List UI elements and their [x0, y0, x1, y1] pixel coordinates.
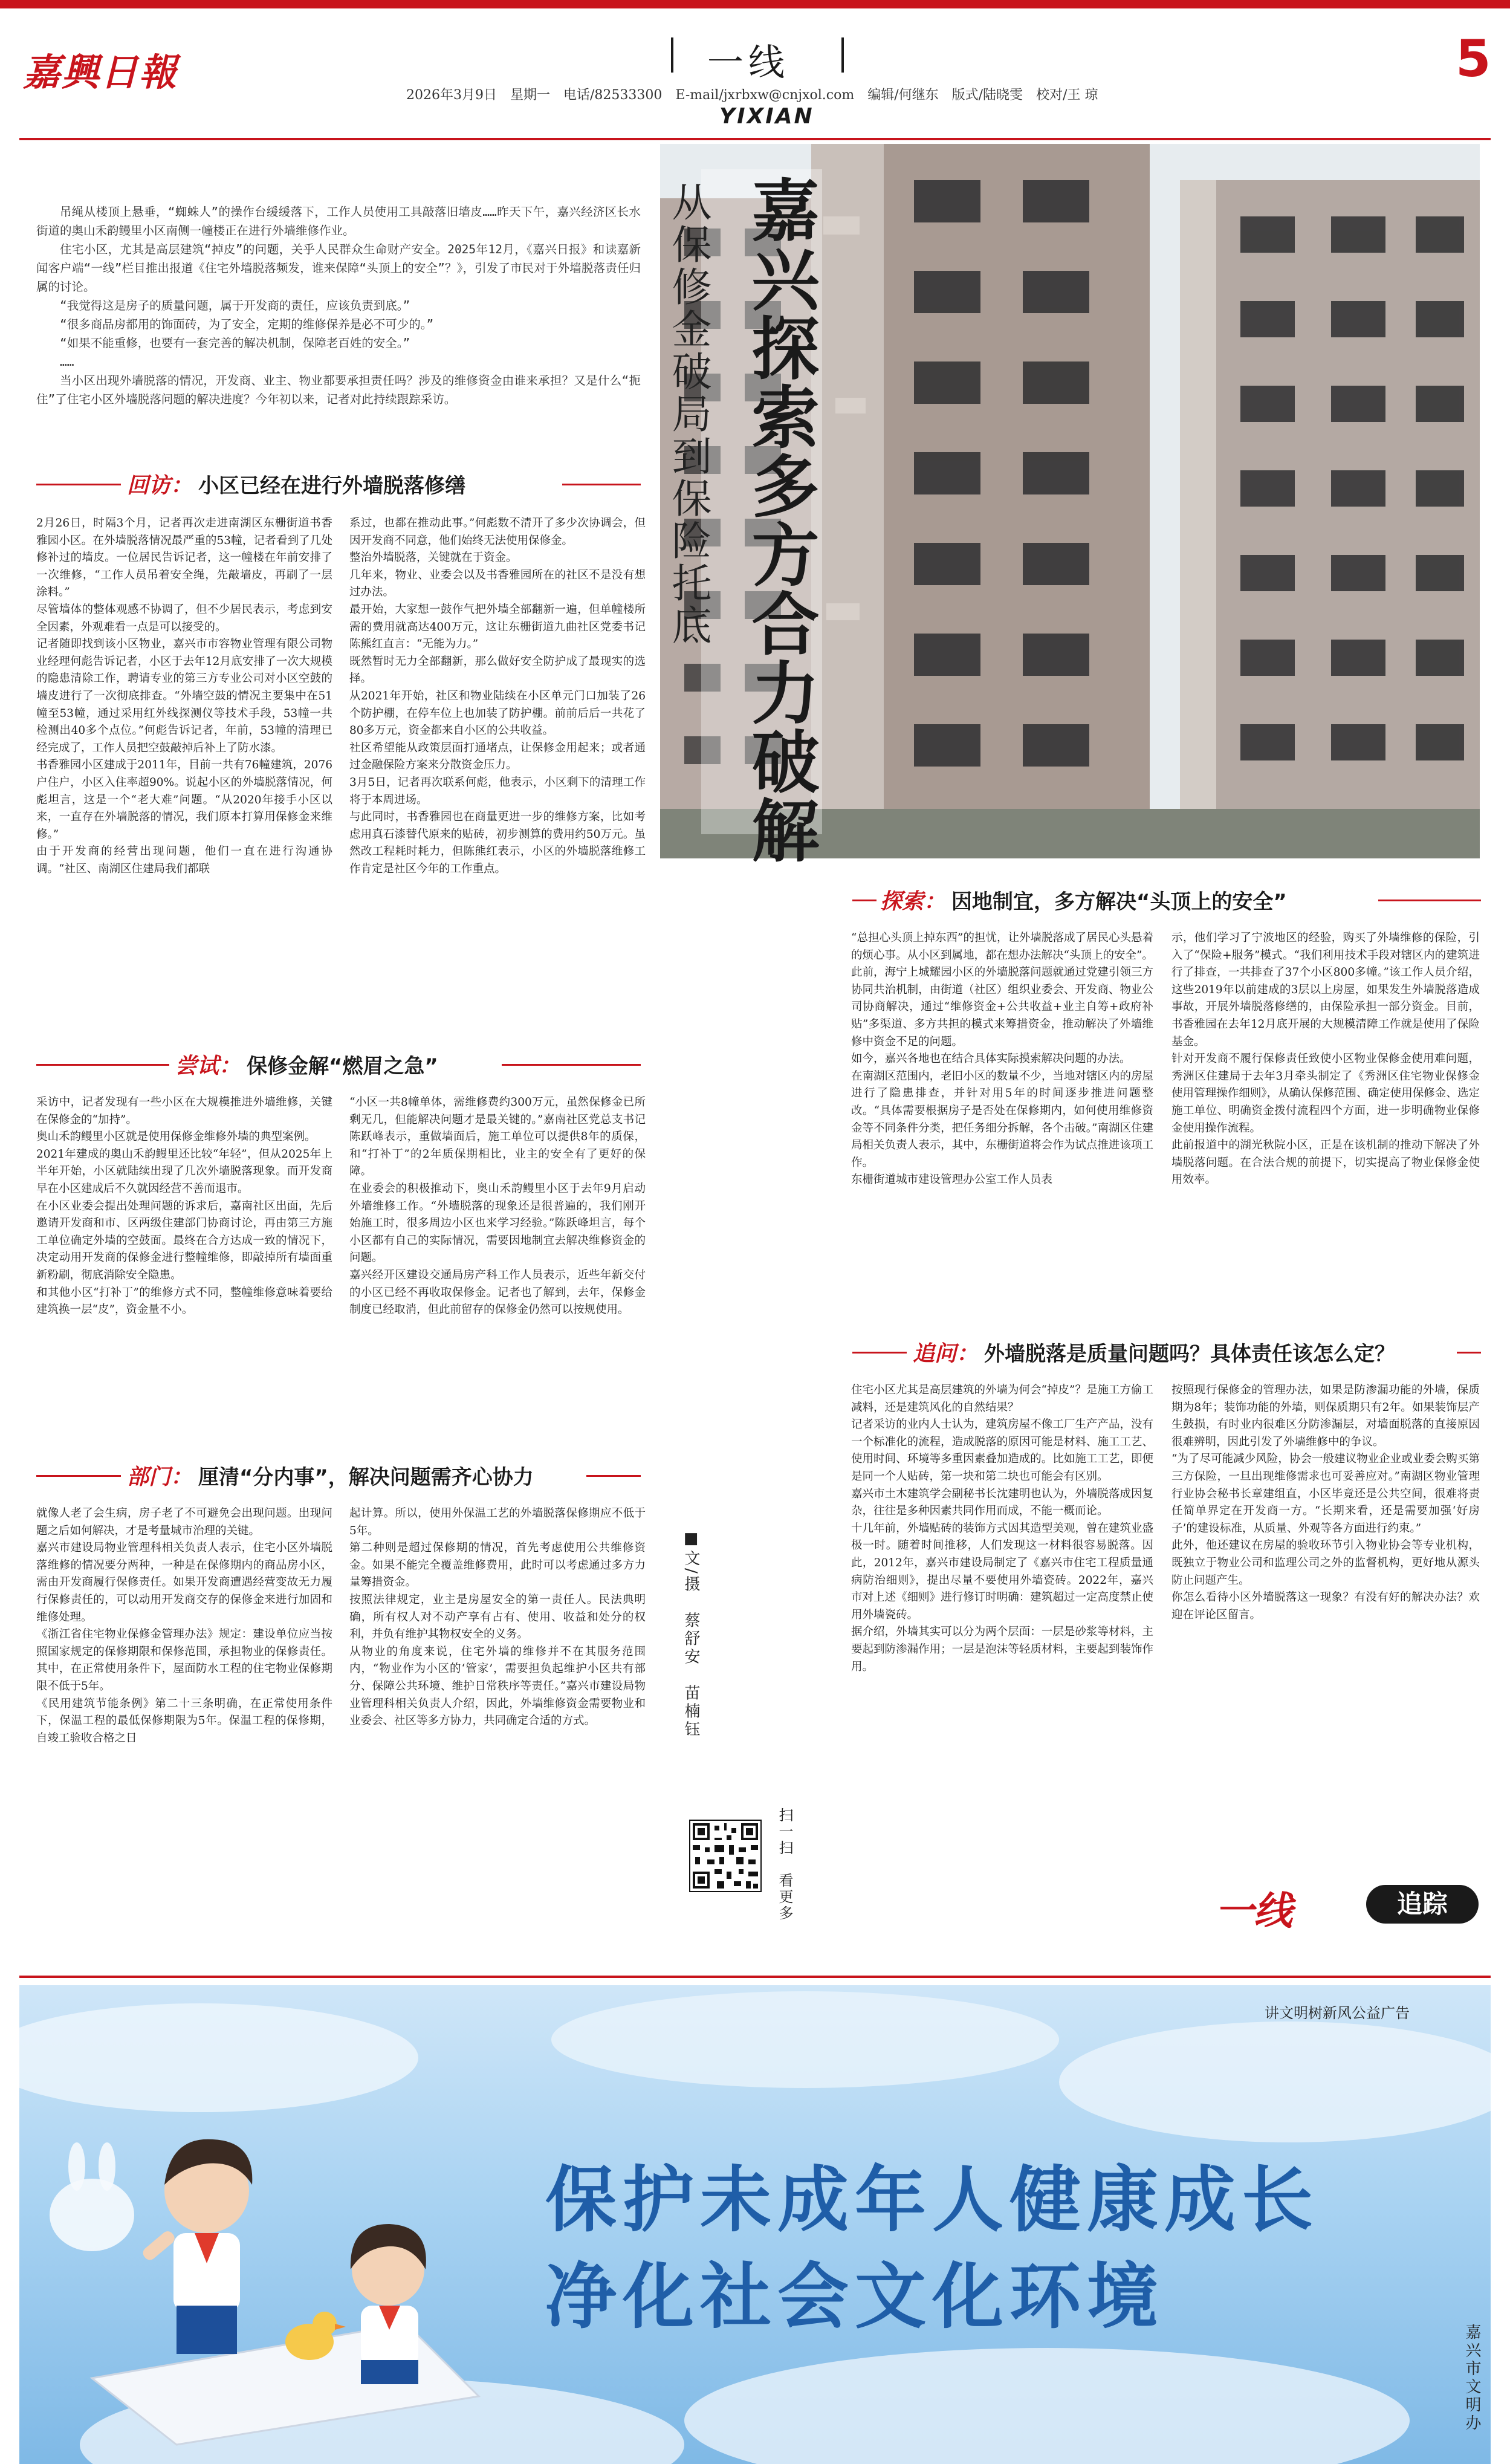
section-col: 按照现行保修金的管理办法，如果是防渗漏功能的外墙，保质期为8年；装饰功能的外墙，则保质期只有2年。如果装饰层产生鼓损，有时业内很难区分防渗漏层，对墙面脱落的直接原因很难辨明，因此引发了外墙维修中的争议。 “为了尽可能减少风险，协会一般建议物业企业或业委会购买第三方保险，一旦出现维修需求也可妥善应对。”南湖区物业管理行业协会秘书长章建组直，小区毕竟还是公共空间，很难将责任简单界定在开发商一方。“长期来看，还是需要加强‘好房子’的建设标准，从质量、外观等各方面进行约束。” 此外，他还建议在房屋的验收环节引入物业协会等专业机构，既独立于物业公司和监理公司之外的监督机构，更好地从源头防止问题产生。 你怎么看待小区外墙脱落这一现象？有没有好的解决办法？欢迎在评论区留言。 — [1171, 1384, 1480, 1621]
section-rule — [586, 1475, 641, 1477]
section-heading-dept — [127, 1459, 534, 1491]
section-col: 就像人老了会生病，房子老了不可避免会出现问题。出现问题之后如何解决，才是考量城市治理的关键。 嘉兴市建设局物业管理科相关负责人表示，住宅小区外墙脱落维修的情况要分两种，一种是在保修期内的商品房小区，需由开发商履行保修责任。如果开发商遭遇经营变故无力履行保修责任的，可以动用开发商交存的保修金来进行加固和维修处理。 《浙江省住宅物业保修金管理办法》规定：建设单位应当按照国家规定的保修期限和保修范围，承担物业的保修责任。其中，在正常使用条件下，屋面防水工程的住宅物业保修期限不低于5年。 《民用建筑节能条例》第二十三条明确，在正常使用条件下，保温工程的最低保修期限为5年。保温工程的保修期，自竣工验收合格之日 — [36, 1507, 332, 1745]
header-info: 2026年3月9日 星期一 电话/82533300 E-mail/jxrbxw@cnjxol.com 编辑/何继东 版式/陆晓雯 校对/王 琼 — [406, 88, 1098, 103]
section-col: 住宅小区尤其是高层建筑的外墙为何会“掉皮”？是施工方偷工减料，还是建筑风化的自然结果？ 记者采访的业内人士认为，建筑房屋不像工厂生产产品，没有一个标准化的流程，造成脱落的原因可能是材料、施工工艺、使用时间、环境等多重因素叠加造成的。比如施工工艺，即便是同一个人贴砖，第一块和第二块也可能会有区别。 嘉兴市土木建筑学会副秘书长沈建明也认为，外墙脱落成因复杂，往往是多种因素共同作用而成，不能一概而论。 十几年前，外墙贴砖的装饰方式因其造型美观，曾在建筑业盛极一时。随着时间推移，人们发现这一材料很容易脱落。因此，2012年，嘉兴市建设局制定了《嘉兴市住宅工程质量通病防治细则》，提出尽量不要使用外墙瓷砖。2022年，嘉兴市对上述《细则》进行修订时明确：建筑超过一定高度禁止使用外墙瓷砖。 据介绍，外墙其实可以分为两个层面：一层是砂浆等材料，主要起到防渗漏作用；一层是泡沫等轻质材料，主要起到装饰作用。 — [851, 1384, 1153, 1673]
lead-paragraph: 吊绳从楼顶上悬垂，“蜘蛛人”的操作台缓缓落下，工作人员使用工具敲落旧墙皮……昨天下午，嘉兴经济区长水街道的奥山禾韵鳗里小区南侧一幢楼正在进行外墙维修作业。 — [36, 205, 641, 238]
public-service-ad — [19, 1985, 1491, 2464]
section-key: 尝试： — [175, 1053, 241, 1078]
ad-sponsor: 嘉兴市文明办 — [1463, 2324, 1481, 2433]
lead-paragraph: 当小区出现外墙脱落的情况，开发商、业主、物业都要承担责任吗？涉及的维修资金由谁来承担？又是什么“扼住”了住宅小区外墙脱落问题的解决进度？今年初以来，记者对此持续跟踪采访。 — [36, 374, 641, 406]
header-rule — [19, 138, 1491, 140]
section-col: “小区一共8幢单体，需维修费约300万元，虽然保修金已所剩无几，但能解决问题才是最关键的。”嘉南社区党总支书记陈跃峰表示，重做墙面后，施工单位可以提供8年的质保，和“打补丁”的2年质保期相比，业主的安全有了更好的保障。 在业委会的积极推动下，奥山禾韵鳗里小区于去年9月启动外墙维修工作。“外墙脱落的现象还是很普遍的，我们刚开始施工时，很多周边小区也来学习经验。”陈跃峰坦言，每个小区都有自己的实际情况，需要因地制宜去解决维修资金的问题。 嘉兴经开区建设交通局房产科工作人员表示，近些年新交付的小区已经不再收取保修金。记者也了解到，去年，保修金制度已经取消，但此前留存的保修金仍然可以按规使用。 — [349, 1096, 646, 1317]
ad-tag: 讲文明树新风公益广告 — [1265, 2005, 1410, 2021]
section-title: 一线 — [707, 42, 789, 84]
header-divider-right — [841, 37, 844, 73]
section-col: 采访中，记者发现有一些小区在大规模推进外墙维修，关键在保修金的“加持”。 奥山禾韵鳗里小区就是使用保修金维修外墙的典型案例。 2021年建成的奥山禾韵鳗里还比较“年轻”，但从2025年上半年开始，小区就陆续出现了几次外墙脱落现象。而开发商早在小区建成后不久就因经营不善而退市。 在小区业委会提出处理问题的诉求后，嘉南社区出面，先后邀请开发商和市、区两级住建部门协商讨论，再由第三方施工单位确定外墙的空鼓面。最终在合方达成一致的情况下，决定动用开发商的保修金进行整幢维修，即敲掉所有墙面重新粉刷，彻底消除安全隐患。 和其他小区“打补丁”的维修方式不同，整幢维修意味着要给建筑换一层“皮”，资金量不小。 — [36, 1096, 332, 1317]
headline-title: 嘉兴探索多方合力破解 — [740, 175, 819, 864]
follow-badge-right: 追踪 — [1366, 1885, 1479, 1924]
masthead-logo: 嘉興日報 — [23, 50, 178, 94]
section-rule — [852, 1352, 907, 1354]
section-heading-question — [913, 1336, 1395, 1367]
section-col: “总担心头顶上掉东西”的担忧，让外墙脱落成了居民心头悬着的烦心事。从小区到属地，都在想办法解决“头顶上的安全”。 此前，海宁上城耀园小区的外墙脱落问题就通过党建引领三方协同共治机制，由街道（社区）组织业委会、开发商、物业公司协商解决，通过“维修资金+公共收益+业主自筹+政府补贴”多渠道、多方共担的模式来筹措资金，推动解决了外墙维修中资金不足的问题。 如今，嘉兴各地也在结合具体实际摸索解决问题的办法。 在南湖区范围内，老旧小区的数量不少，当地对辖区内的房屋进行了隐患排查，并针对用5年的时间逐步推进问题整改。“具体需要根据房子是否处在保修期内，如何使用维修资金等不同条件分类，把任务细分拆解，各个击破。”南湖区住建局相关负责人表示，其中，东栅街道将会作为试点推进该项工作。 东栅街道城市建设管理办公室工作人员表 — [851, 932, 1153, 1187]
section-rule — [36, 1064, 169, 1066]
section-heading-try — [175, 1048, 438, 1080]
lead-quote: “如果不能重修，也要有一套完善的解决机制，保障老百姓的安全。” — [60, 336, 410, 350]
section-title: 因地制宜，多方解决“头顶上的安全” — [951, 889, 1287, 914]
section-key: 回访： — [127, 473, 193, 498]
ad-slogan-line1: 保护未成年人健康成长 — [545, 2158, 1320, 2242]
headline-subtitle: 从保修金破局到保险托底 — [665, 181, 711, 647]
qr-code[interactable] — [689, 1820, 762, 1892]
follow-badge — [1215, 1880, 1481, 1934]
ad-slogan-line2: 净化社会文化环境 — [545, 2255, 1165, 2338]
section-rule — [36, 484, 121, 485]
section-rule — [1457, 1352, 1481, 1354]
section-title: 厘清“分内事”，解决问题需齐心协力 — [198, 1465, 534, 1490]
section-rule — [36, 1475, 121, 1477]
lead-quote: “我觉得这是房子的质量问题，属于开发商的责任，应该负责到底。” — [60, 299, 410, 313]
header-divider-left — [671, 37, 673, 73]
lead-paragraph: 住宅小区，尤其是高层建筑“掉皮”的问题，关乎人民群众生命财产安全。2025年12月，《嘉兴日报》和读嘉新闻客户端“一线”栏目推出报道《住宅外墙脱落频发，谁来保障“头顶上的安全”？》，引发了市民对于外墙脱落责任归属的讨论。 — [36, 242, 641, 294]
lead-ellipsis: …… — [60, 355, 74, 369]
section-rule — [1378, 900, 1481, 901]
page-number: 5 — [1456, 29, 1491, 88]
section-title: 保修金解“燃眉之急” — [247, 1054, 438, 1078]
qr-icon — [690, 1821, 760, 1891]
section-title: 外墙脱落是质量问题吗？具体责任该怎么定？ — [984, 1341, 1396, 1366]
section-col: 系过，也都在推动此事。”何彪数不清开了多少次协调会，但因开发商不同意，他们始终无法使用保修金。 整治外墙脱落，关键就在于资金。 几年来，物业、业委会以及书香雅园所在的社区不是没有想过办法。 最开始，大家想一鼓作气把外墙全部翻新一遍，但单幢楼所需的费用就高达400万元，这让东栅街道九曲社区党委书记陈熊红直言：“无能为力。” 既然暂时无力全部翻新，那么做好安全防护成了最现实的选择。 从2021年开始，社区和物业陆续在小区单元门口加装了26个防护棚，在停车位上也加装了防护棚。前前后后一共花了80多万元，资金都来自小区的公共收益。 社区希望能从政策层面打通堵点，让保修金用起来；或者通过金融保险方案来分散资金压力。 3月5日，记者再次联系何彪，他表示，小区剩下的清理工作将于本周进场。 与此同时，书香雅园也在商量更进一步的维修方案，比如考虑用真石漆替代原来的贴砖，初步测算的费用约50万元。虽然改工程耗时耗力，但陈熊红表示，小区的外墙脱落维修工作肯定是社区今年的工作重点。 — [349, 517, 646, 875]
section-col: 示，他们学习了宁波地区的经验，购买了外墙维修的保险，引入了“保险+服务”模式。“我们利用技术手段对辖区内的建筑进行了排查，一共排查了37个小区800多幢。”该工作人员介绍，这些2019年以前建成的3层以上房屋，如果发生外墙脱落造成事故，开展外墙脱落修缮的，由保险承担一部分资金。目前，书香雅园在去年12月底开展的大规模清障工作就是使用了保险基金。 针对开发商不履行保修责任致使小区物业保修金使用难问题，秀洲区住建局于去年3月牵头制定了《秀洲区住宅物业保修金使用管理操作细则》，从确认保修范围、确定使用保修金、选定施工单位、明确资金拨付流程四个方面，进一步明确物业保修金使用操作流程。 此前报道中的湖光秋院小区，正是在该机制的推动下解决了外墙脱落问题。在合法合规的前提下，切实提高了物业保修金使用效率。 — [1171, 932, 1480, 1187]
section-rule — [852, 900, 877, 901]
section-rule — [562, 484, 641, 485]
lead-block — [36, 203, 641, 409]
section-key: 追问： — [913, 1341, 979, 1366]
section-key: 部门： — [127, 1464, 193, 1490]
section-title: 小区已经在进行外墙脱落修缮 — [198, 473, 466, 498]
section-heading-explore — [880, 884, 1287, 915]
follow-badge-left: 一线 — [1215, 1889, 1292, 1934]
lead-quote: “很多商品房都用的饰面砖，为了安全，定期的维修保养是必不可少的。” — [60, 317, 434, 331]
section-heading-revisit — [127, 468, 465, 499]
top-red-bar — [0, 0, 1510, 8]
section-rule — [502, 1064, 641, 1066]
qr-caption: 扫一扫 看更多 — [776, 1807, 793, 1922]
section-key: 探索： — [880, 889, 946, 914]
section-pinyin: YIXIAN — [719, 104, 814, 129]
section-col: 起计算。所以，使用外保温工艺的外墙脱落保修期应不低于5年。 第二种则是超过保修期的情况，首先考虑使用公共维修资金。如果不能完全覆盖维修费用，此时可以考虑通过多方力量筹措资金。 按照法律规定，业主是房屋安全的第一责任人。民法典明确，所有权人对不动产享有占有、使用、收益和处分的权利，并负有维护其物权安全的义务。 从物业的角度来说，住宅外墙的维修并不在其服务范围内，“物业作为小区的‘管家’，需要担负起维护小区共有部分、保障公共环境、维护日常秩序等责任。”嘉兴市建设局物业管理科相关负责人介绍，因此，外墙维修资金需要物业和业委会、社区等多方协力，共同确定合适的方式。 — [349, 1507, 646, 1728]
article-bottom-rule — [19, 1976, 1491, 1978]
section-col: 2月26日，时隔3个月，记者再次走进南湖区东栅街道书香雅园小区。在外墙脱落情况最严重的53幢，记者看到了几处修补过的墙皮。一位居民告诉记者，这一幢楼在年前安排了一次维修，“工作人员吊着安全绳，先敲墙皮，再刷了一层涂料。” 尽管墙体的整体观感不协调了，但不少居民表示，考虑到安全因素，外观难看一点是可以接受的。 记者随即找到该小区物业，嘉兴市市容物业管理有限公司物业经理何彪告诉记者，小区于去年12月底安排了一次大规模的隐患清除工作，聘请专业的第三方专业公司对小区空鼓的墙皮进行了一次彻底排查。“外墙空鼓的情况主要集中在51幢至53幢，通过采用红外线探测仪等技术手段，53幢一共检测出40多个点位。”何彪告诉记者，年前，53幢的清理已经完成了，工作人员把空鼓敲掉后补上了防水漆。 书香雅园小区建成于2011年，目前一共有76幢建筑，2076户住户，小区入住率超90%。说起小区的外墙脱落情况，何彪坦言，这是一个“老大难”问题。“从2020年接手小区以来，一直存在外墙脱落的情况，我们原本打算用保修金来维修。” 由于开发商的经营出现问题，他们一直在进行沟通协调。“社区、南湖区住建局我们都联 — [36, 517, 332, 875]
byline: ■文/摄 蔡舒安 苗楠钰 — [682, 1529, 700, 1739]
